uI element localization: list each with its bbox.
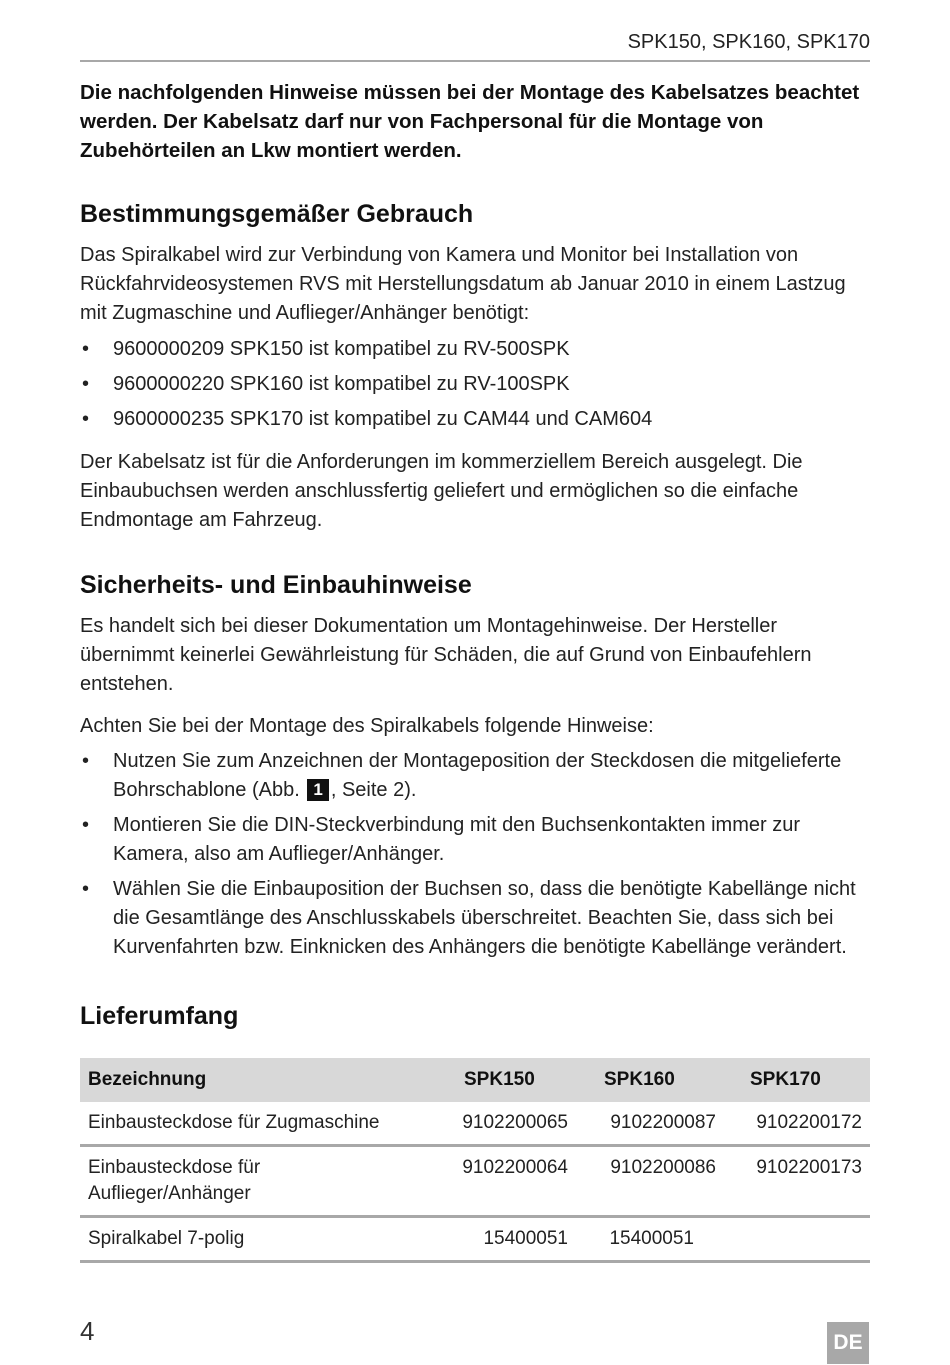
page-number: 4 [80, 1316, 95, 1346]
intended-use-paragraph: Das Spiralkabel wird zur Verbindung von Kamera und Monitor bei Installation von Rückfahrvideosystemen RVS mit Herstellungsdatum ab Januar 2010 in einem Lastzug mit Zugmaschine und Auflieger/Anhänger benötigt: [80, 244, 846, 324]
installation-notes-list [80, 747, 870, 962]
list-item: • Montieren Sie die DIN-Steckverbindung mit den Buchsenkontakten immer zur Kamera, also am Auflieger/Anhänger. [80, 811, 870, 869]
intro-notice: Die nachfolgenden Hinweise müssen bei der Montage des Kabelsatzes beachtet werden. Der Kabelsatz darf nur von Fachpersonal für die Montage von Zubehörteilen an Lkw montiert werden. [80, 81, 860, 162]
table-cell: 9102200087 [576, 1102, 724, 1146]
application-paragraph: Der Kabelsatz ist für die Anforderungen im kommerziellem Bereich ausgelegt. Die Einbaubuchsen werden anschlussfertig geliefert und ermöglichen so die einfache Endmontage am Fahrzeug. [80, 451, 803, 531]
disclaimer-paragraph: Es handelt sich bei dieser Dokumentation um Montagehinweise. Der Hersteller übernimmt keinerlei Gewährleistung für Schäden, die auf Grund von Einbaufehlern entstehen. [80, 615, 812, 695]
table-cell: Einbausteckdose für Auflieger/Anhänger [80, 1146, 436, 1217]
table-header-row [80, 1058, 870, 1102]
table-cell: 15400051 [436, 1217, 576, 1262]
header-models: SPK150, SPK160, SPK170 [627, 31, 870, 53]
page-header [80, 26, 870, 62]
table-row [80, 1217, 870, 1262]
table-cell: 9102200173 [724, 1146, 870, 1217]
scope-of-delivery-table [80, 1058, 870, 1263]
table-cell: Spiralkabel 7-polig [80, 1217, 436, 1262]
table-cell: 9102200172 [724, 1102, 870, 1146]
column-header: SPK160 [576, 1058, 724, 1102]
note-text: , Seite 2). [330, 779, 417, 801]
section-title-scope: Lieferumfang [80, 1002, 239, 1030]
column-header: SPK150 [436, 1058, 576, 1102]
list-item [80, 747, 870, 805]
notes-intro: Achten Sie bei der Montage des Spiralkabels folgende Hinweise: [80, 715, 654, 737]
table-cell: 15400051 [576, 1217, 724, 1262]
table-cell: 9102200086 [576, 1146, 724, 1217]
list-item: • 9600000220 SPK160 ist kompatibel zu RV-100SPK [80, 370, 870, 399]
table-row [80, 1102, 870, 1146]
column-header: SPK170 [724, 1058, 870, 1102]
compatibility-list [80, 335, 870, 434]
table-cell: 9102200064 [436, 1146, 576, 1217]
table-cell [724, 1217, 870, 1262]
page-content [80, 78, 870, 1263]
section-title-safety: Sicherheits- und Einbauhinweise [80, 571, 472, 599]
note-text: Nutzen Sie zum Anzeichnen der Montageposition der Steckdosen die mitgelieferte Bohrschablone (Abb. [113, 750, 842, 801]
table-cell: Einbausteckdose für Zugmaschine [80, 1102, 436, 1146]
table-row [80, 1146, 870, 1217]
column-header: Bezeichnung [80, 1058, 436, 1102]
list-item: • 9600000235 SPK170 ist kompatibel zu CAM44 und CAM604 [80, 405, 870, 434]
language-badge: DE [827, 1322, 869, 1364]
figure-reference-badge: 1 [307, 779, 328, 801]
list-item: • 9600000209 SPK150 ist kompatibel zu RV-500SPK [80, 335, 870, 364]
list-item: • Wählen Sie die Einbauposition der Buchsen so, dass die benötigte Kabellänge nicht die Gesamtlänge des Anschlusskabels überschreitet. Beachten Sie, dass sich bei Kurvenfahrten bzw. Einknicken des Anhängers die benötigte Kabellänge verändert. [80, 875, 870, 962]
table-cell: 9102200065 [436, 1102, 576, 1146]
section-title-intended-use: Bestimmungsgemäßer Gebrauch [80, 200, 474, 228]
